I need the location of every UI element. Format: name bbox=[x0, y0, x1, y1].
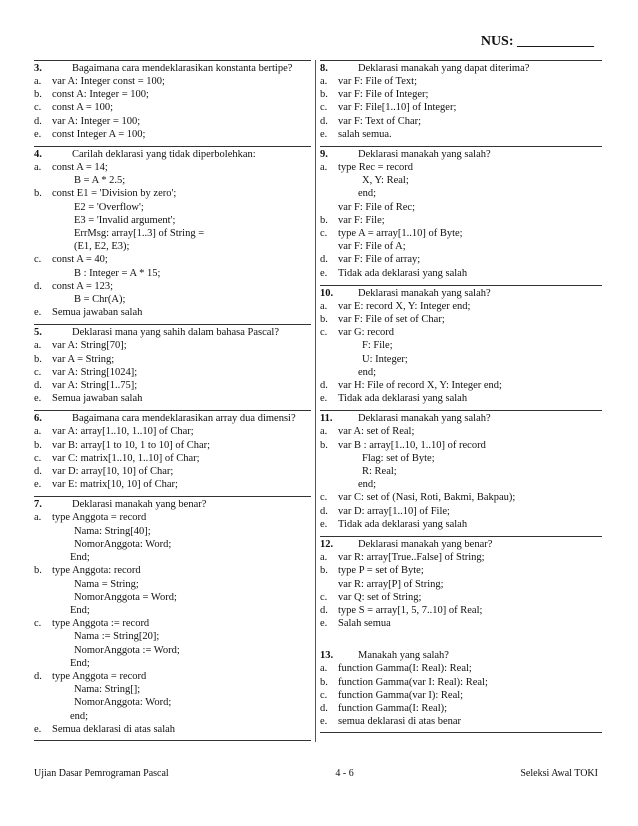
column-divider bbox=[315, 60, 316, 742]
question-number: 13. bbox=[320, 650, 334, 662]
option-c-line: B : Integer = A * 15; bbox=[74, 267, 161, 279]
option-b-line: ErrMsg: array[1..3] of String = bbox=[74, 228, 205, 240]
option-a-line: end; bbox=[358, 188, 377, 200]
option-c-line: var F: File of A; bbox=[338, 241, 406, 253]
option-b-line: Flag: set of Byte; bbox=[362, 452, 435, 464]
option-c: c. var A: String[1024]; bbox=[34, 366, 138, 378]
option-a-line: NomorAnggota: Word; bbox=[74, 538, 172, 550]
option-d: d. var D: array[1..10] of File; bbox=[320, 505, 450, 517]
option-e: e. Semua jawaban salah bbox=[34, 393, 143, 405]
option-a: a. const A = 14; bbox=[34, 162, 108, 174]
question-number: 5. bbox=[34, 327, 42, 339]
option-d-line: end; bbox=[70, 710, 89, 722]
option-e: e. semua deklarasi di atas benar bbox=[320, 716, 462, 728]
page-number: 4 - 6 bbox=[335, 768, 354, 779]
option-d: d. var D: array[10, 10] of Char; bbox=[34, 466, 174, 478]
nus-field: NUS: ___________ bbox=[480, 34, 594, 49]
option-b-line: var R: array[P] of String; bbox=[338, 578, 444, 590]
option-e: e. var E: matrix[10, 10] of Char; bbox=[34, 479, 178, 491]
option-a: a. var A: set of Real; bbox=[320, 426, 415, 438]
option-d-line: NomorAnggota: Word; bbox=[74, 697, 172, 709]
option-a: a. type Anggota = record bbox=[34, 512, 147, 524]
question-text: Deklarasi manakah yang salah? bbox=[358, 287, 491, 299]
question-number: 8. bbox=[320, 63, 328, 74]
option-d: d. var A: Integer = 100; bbox=[34, 115, 141, 127]
option-e: e. Salah semua bbox=[320, 618, 391, 630]
option-d: d. function Gamma(I: Real); bbox=[320, 702, 448, 714]
option-a: a. function Gamma(I: Real): Real; bbox=[320, 663, 472, 675]
option-b: b. var B : array[1..10, 1..10] of record bbox=[320, 439, 486, 451]
option-b-line: Nama = String; bbox=[74, 578, 139, 590]
option-c-line: End; bbox=[70, 657, 90, 669]
option-d: d. var F: File of array; bbox=[320, 254, 421, 266]
option-d: d. const A = 123; bbox=[34, 280, 114, 292]
question-text: Bagaimana cara mendeklarasikan konstanta bertipe? bbox=[72, 63, 293, 74]
option-b: b. type P = set of Byte; bbox=[320, 565, 424, 577]
option-a: a. var A: String[70]; bbox=[34, 340, 127, 352]
question-7 bbox=[34, 496, 311, 735]
question-text: Deklarasi manakah yang dapat diterima? bbox=[358, 63, 530, 74]
left-column bbox=[34, 60, 311, 741]
option-c: c. var G: record bbox=[320, 327, 394, 339]
option-a: a. type Rec = record bbox=[320, 162, 414, 174]
option-b-line: E3 = 'Invalid argument'; bbox=[74, 214, 176, 226]
option-b-line: (E1, E2, E3); bbox=[74, 241, 130, 253]
option-a: a. var F: File of Text; bbox=[320, 76, 417, 87]
option-c: c. type Anggota := record bbox=[34, 618, 150, 630]
question-6 bbox=[34, 410, 311, 496]
option-a-line: var F: File of Rec; bbox=[338, 201, 415, 213]
option-d: d. type Anggota = record bbox=[34, 670, 147, 682]
option-e: e. Semua deklarasi di atas salah bbox=[34, 723, 176, 735]
option-e: e. Tidak ada deklarasi yang salah bbox=[320, 393, 468, 405]
option-d: d. type S = array[1, 5, 7..10] of Real; bbox=[320, 604, 483, 616]
option-e: e. Tidak ada deklarasi yang salah bbox=[320, 267, 468, 279]
option-b-line: End; bbox=[70, 604, 90, 616]
option-b: b. var F: File of set of Char; bbox=[320, 314, 445, 326]
option-c: c. const A = 100; bbox=[34, 102, 114, 114]
question-12 bbox=[320, 536, 602, 648]
option-a: a. var A: array[1..10, 1..10] of Char; bbox=[34, 426, 194, 438]
question-number: 6. bbox=[34, 413, 42, 425]
option-c-line: NomorAnggota := Word; bbox=[74, 644, 180, 656]
option-c-line: Nama := String[20]; bbox=[74, 631, 160, 643]
option-a-line: X, Y: Real; bbox=[362, 175, 409, 187]
option-c: c. var Q: set of String; bbox=[320, 591, 422, 603]
option-e: e. const Integer A = 100; bbox=[34, 128, 146, 140]
option-b: b. const E1 = 'Division by zero'; bbox=[34, 188, 177, 200]
question-number: 9. bbox=[320, 149, 328, 161]
option-a-line: End; bbox=[70, 552, 90, 564]
question-5 bbox=[34, 324, 311, 410]
option-a-line: Nama: String[40]; bbox=[74, 525, 151, 537]
question-text: Bagaimana cara mendeklarasikan array dua dimensi? bbox=[72, 413, 296, 425]
question-9 bbox=[320, 146, 602, 285]
question-text: Deklarasi manakah yang salah? bbox=[358, 149, 491, 161]
question-number: 12. bbox=[320, 539, 334, 551]
question-text: Deklarasi manakah yang benar? bbox=[72, 499, 207, 511]
option-d: d. var H: File of record X, Y: Integer end; bbox=[320, 380, 502, 392]
question-text: Deklarasi manakah yang benar? bbox=[358, 539, 493, 551]
option-a: a. var E: record X, Y: Integer end; bbox=[320, 300, 471, 312]
question-text: Manakah yang salah? bbox=[358, 650, 449, 662]
question-number: 4. bbox=[34, 149, 42, 161]
option-d: d. var A: String[1..75]; bbox=[34, 380, 138, 392]
option-d-line: B = Chr(A); bbox=[74, 294, 126, 306]
question-text: Deklarasi mana yang sahih dalam bahasa Pascal? bbox=[72, 327, 280, 339]
footer-right: Seleksi Awal TOKI bbox=[520, 768, 598, 779]
option-e: e. Tidak ada deklarasi yang salah bbox=[320, 518, 468, 530]
question-text: Deklarasi manakah yang salah? bbox=[358, 413, 491, 425]
option-d-line: Nama: String[]; bbox=[74, 684, 141, 696]
option-c-line: end; bbox=[358, 366, 377, 378]
option-e: e. Semua jawaban salah bbox=[34, 307, 143, 319]
option-a-line: B = A * 2.5; bbox=[74, 175, 126, 187]
question-number: 11. bbox=[320, 413, 333, 425]
question-4 bbox=[34, 146, 311, 324]
option-c: c. function Gamma(var I): Real; bbox=[320, 689, 464, 701]
option-c: c. const A = 40; bbox=[34, 254, 108, 266]
option-e: e. salah semua. bbox=[320, 128, 392, 140]
option-b: b. var F: File of Integer; bbox=[320, 89, 429, 101]
option-c: c. var C: set of (Nasi, Roti, Bakmi, Bakpau); bbox=[320, 492, 516, 504]
option-b: b. type Anggota: record bbox=[34, 565, 141, 577]
option-b-line: E2 = 'Overflow'; bbox=[74, 201, 144, 213]
question-8 bbox=[320, 60, 602, 146]
question-number: 3. bbox=[34, 63, 42, 74]
option-b-line: end; bbox=[358, 479, 377, 491]
option-a: a. var A: Integer const = 100; bbox=[34, 76, 165, 87]
question-11 bbox=[320, 410, 602, 536]
option-b: b. var B: array[1 to 10, 1 to 10] of Char; bbox=[34, 439, 211, 451]
option-c: c. var F: File[1..10] of Integer; bbox=[320, 102, 457, 114]
option-b-line: NomorAnggota = Word; bbox=[74, 591, 177, 603]
page-footer bbox=[34, 768, 598, 779]
option-c: c. type A = array[1..10] of Byte; bbox=[320, 228, 463, 240]
question-3 bbox=[34, 60, 311, 146]
option-b-line: R: Real; bbox=[362, 466, 397, 478]
option-b: b. function Gamma(var I: Real): Real; bbox=[320, 676, 488, 688]
option-b: b. var A = String; bbox=[34, 353, 115, 365]
option-d: d. var F: Text of Char; bbox=[320, 115, 422, 127]
question-10 bbox=[320, 285, 602, 411]
option-c: c. var C: matrix[1..10, 1..10] of Char; bbox=[34, 452, 200, 464]
question-number: 7. bbox=[34, 499, 42, 511]
option-b: b. var F: File; bbox=[320, 214, 385, 226]
right-column bbox=[320, 60, 602, 733]
option-c-line: F: File; bbox=[362, 340, 393, 352]
question-text: Carilah deklarasi yang tidak diperbolehkan: bbox=[72, 149, 256, 161]
footer-left: Ujian Dasar Pemrograman Pascal bbox=[34, 768, 169, 779]
option-c-line: U: Integer; bbox=[362, 353, 408, 365]
question-13 bbox=[320, 648, 602, 728]
question-number: 10. bbox=[320, 287, 334, 299]
option-b: b. const A: Integer = 100; bbox=[34, 89, 149, 101]
option-a: a. var R: array[True..False] of String; bbox=[320, 552, 485, 564]
